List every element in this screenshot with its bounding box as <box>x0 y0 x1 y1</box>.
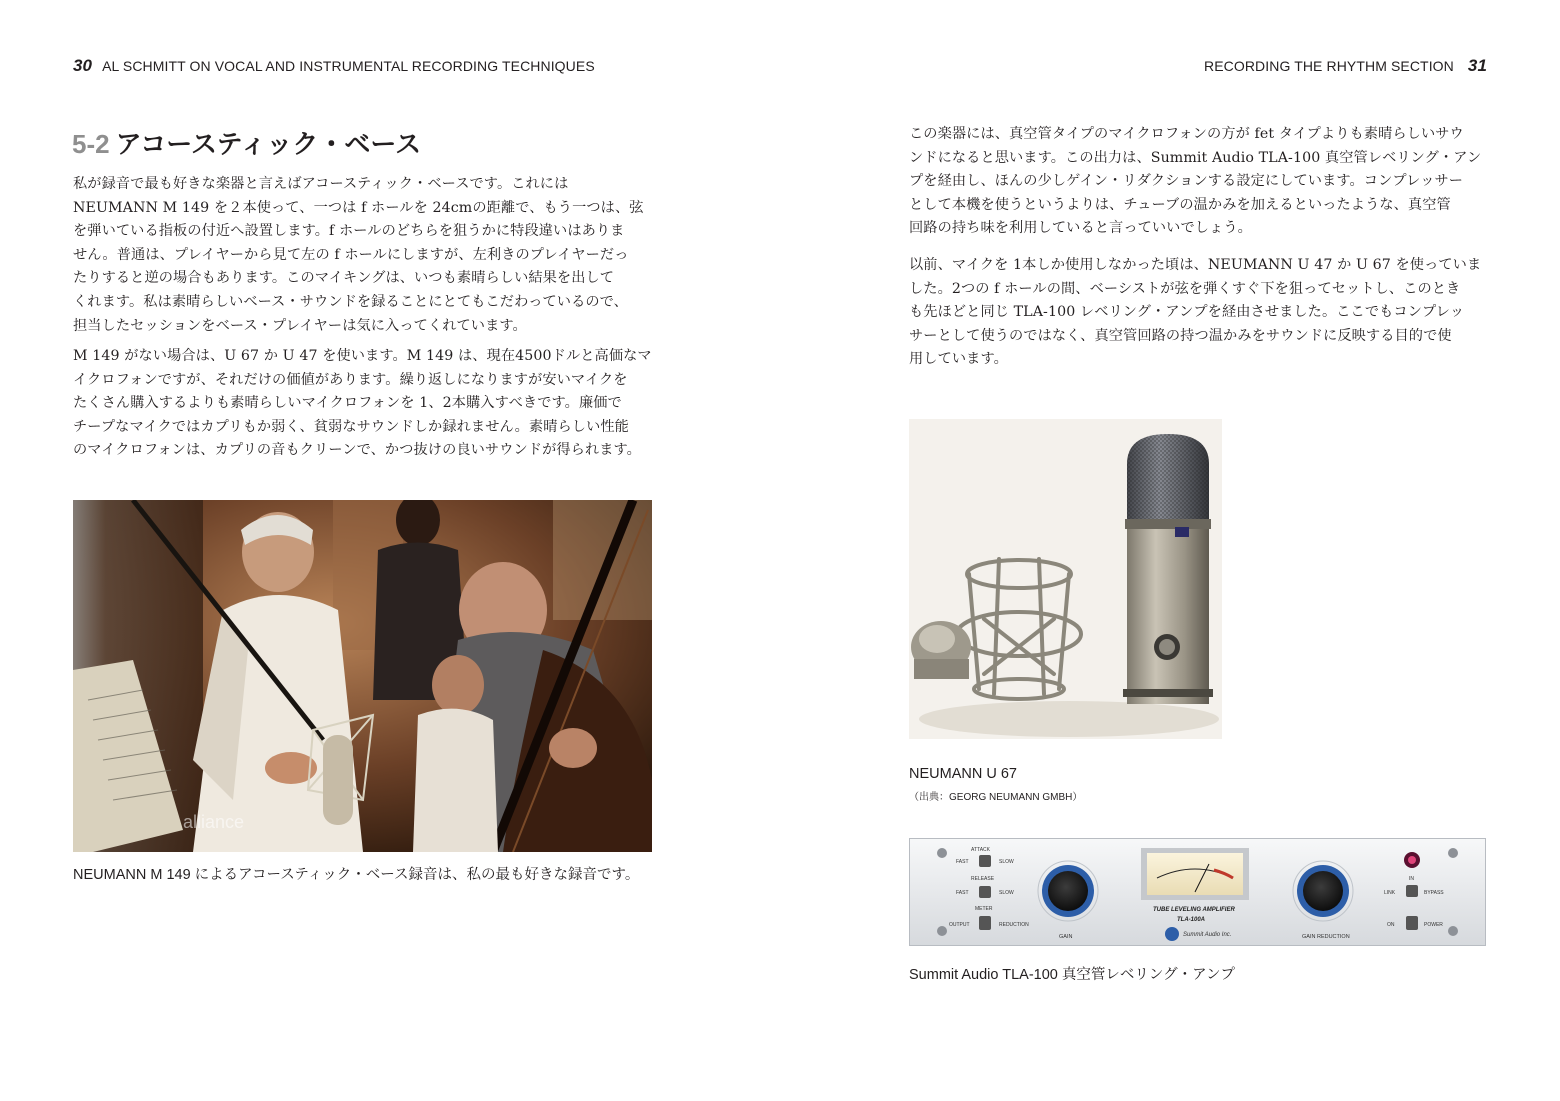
body-paragraph-2 <box>73 345 653 463</box>
section-title: アコースティック・ベース <box>115 129 422 159</box>
studio-photo-caption: NEUMANN M 149 によるアコースティック・ベース録音は、私の最も好きな録音です。 <box>73 867 640 883</box>
section-heading <box>72 127 421 161</box>
model-line1: TUBE LEVELING AMPLIFIER <box>1153 907 1235 913</box>
gain-label: GAIN <box>1059 934 1073 940</box>
text-line: のマイクロフォンは、カプリの音もクリーンで、かつ抜けの良いサウンドが得られます。 <box>73 442 641 459</box>
text-line: チープなマイクではカプリもか弱く、貧弱なサウンドしか録れません。素晴らしい性能 <box>73 418 629 435</box>
text-line: も先ほどと同じ TLA-100 レベリング・アンプを経由させました。ここでもコンプレッ <box>909 304 1465 321</box>
power-label: POWER <box>1424 922 1443 928</box>
text-line: この楽器には、真空管タイプのマイクロフォンの方が fet タイプよりも素晴らしいサウ <box>909 126 1464 142</box>
section-number: 5-2 <box>72 129 110 159</box>
text-line: 用しています。 <box>909 351 1008 368</box>
right-page <box>780 0 1560 1101</box>
meter-label: METER <box>975 906 993 912</box>
brand-label: Summit Audio Inc. <box>1183 932 1232 938</box>
reduction-label: REDUCTION <box>999 922 1029 928</box>
running-head-left <box>73 56 595 76</box>
running-head-right <box>1204 56 1487 76</box>
page-number-left: 30 <box>73 56 93 75</box>
model-line2: TLA-100A <box>1177 917 1206 923</box>
link-label: LINK <box>1384 890 1396 896</box>
body-paragraph-1 <box>73 173 653 338</box>
text-line: として本機を使うというよりは、チューブの温かみを加えるといったような、真空管 <box>909 196 1451 213</box>
bypass-label: BYPASS <box>1424 890 1444 896</box>
text-line: プを経由し、ほんの少しゲイン・リダクションする設定にしています。コンプレッサー <box>909 173 1464 190</box>
fast-label: FAST <box>956 890 969 896</box>
attack-label: ATTACK <box>971 847 990 853</box>
text-line: サーとして使うのではなく、真空管回路の持つ温かみをサウンドに反映する目的で使 <box>909 327 1452 344</box>
text-line: 私が録音で最も好きな楽器と言えばアコースティック・ベースです。これには <box>73 176 569 192</box>
text-line: たくさん購入するよりも素晴らしいマイクロフォンを 1、2本購入すべきです。廉価で <box>73 395 622 412</box>
photo-watermark: alliance <box>183 812 245 832</box>
amplifier-caption: Summit Audio TLA-100 真空管レベリング・アンプ <box>909 967 1235 983</box>
running-head-text-left: AL SCHMITT ON VOCAL AND INSTRUMENTAL RECORDING TECHNIQUES <box>102 58 595 74</box>
fast-label: FAST <box>956 859 969 865</box>
text-line: せん。普通は、プレイヤーから見て左の f ホールにしますが、左利きのプレイヤーだっ <box>73 246 629 263</box>
text-line: 回路の持ち味を利用していると言っていいでしょう。 <box>909 220 1252 237</box>
text-line: M 149 がない場合は、U 67 か U 47 を使います。M 149 は、現在4500ドルと高価なマ <box>73 348 652 364</box>
microphone-caption: NEUMANN U 67 <box>909 766 1017 782</box>
text-line: くれます。私は素晴らしいベース・サウンドを録ることにとてもこだわっているので、 <box>73 293 628 310</box>
running-head-text-right: RECORDING THE RHYTHM SECTION <box>1204 58 1454 74</box>
release-label: RELEASE <box>971 876 995 882</box>
text-line: した。2つの f ホールの間、ベーシストが弦を弾くすぐ下を狙ってセットし、このとき <box>909 280 1461 297</box>
on-label: ON <box>1387 922 1395 928</box>
output-label: OUTPUT <box>949 922 970 928</box>
text-line: イクロフォンですが、それだけの価値があります。繰り返しになりますが安いマイクを <box>73 371 628 388</box>
text-line: を弾いている指板の付近へ設置します。f ホールのどちらを狙うかに特段違いはありま <box>73 223 625 240</box>
body-paragraph-4 <box>909 254 1489 372</box>
text-line: 担当したセッションをベース・プレイヤーは気に入ってくれています。 <box>73 317 527 334</box>
microphone-photo <box>909 419 1222 739</box>
slow-label: SLOW <box>999 859 1014 865</box>
gain-reduction-label: GAIN REDUCTION <box>1302 934 1350 940</box>
microphone-credit: （出典：GEORG NEUMANN GMBH） <box>909 792 1083 803</box>
text-line: たりすると逆の場合もあります。このマイキングは、いつも素晴らしい結果を出して <box>73 270 615 287</box>
text-line: ンドになると思います。この出力は、Summit Audio TLA-100 真空管レベリング・アン <box>909 149 1482 166</box>
studio-session-photo <box>73 500 652 852</box>
page-number-right: 31 <box>1467 56 1487 75</box>
in-label: IN <box>1409 876 1414 882</box>
body-paragraph-3 <box>909 123 1489 241</box>
text-line: 以前、マイクを 1本しか使用しなかった頃は、NEUMANN U 47 か U 67 を使っていま <box>909 257 1482 273</box>
amplifier-photo <box>909 838 1486 946</box>
text-line: NEUMANN M 149 を２本使って、一つは f ホールを 24cmの距離で、もう一つは、弦 <box>73 199 644 216</box>
slow-label: SLOW <box>999 890 1014 896</box>
